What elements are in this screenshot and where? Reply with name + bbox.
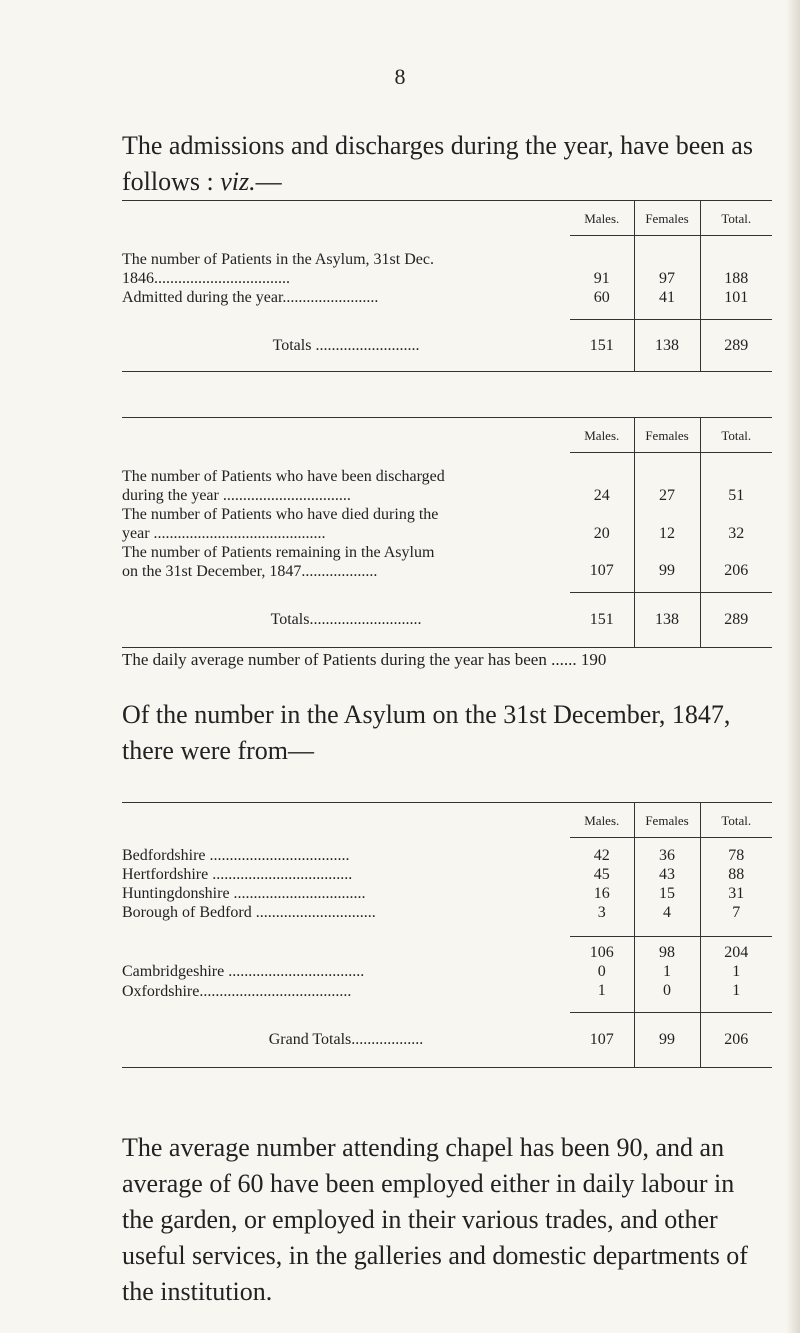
- totals-label: Grand Totals..................: [268, 1031, 424, 1048]
- table-row: [122, 838, 772, 865]
- cell-total: 204: [700, 936, 772, 962]
- cell-total: 7: [732, 903, 741, 921]
- header-total: Total.: [721, 210, 752, 226]
- header-males: Males.: [570, 418, 634, 453]
- subtotal-row: [122, 936, 772, 962]
- cell-total: 88: [728, 865, 745, 883]
- origin-table: [122, 802, 772, 1068]
- cell-males: 24: [570, 453, 634, 505]
- header-females: Females: [634, 803, 700, 838]
- header-males: Males.: [570, 803, 634, 838]
- daily-average-line: The daily average number of Patients during the year has been ...... 190: [122, 650, 607, 669]
- cell-females: 12: [634, 505, 700, 543]
- totals-label: Totals ..........................: [272, 336, 420, 354]
- table-row: [122, 865, 772, 884]
- cell-total: 1: [732, 963, 741, 980]
- cell-total: 78: [700, 838, 772, 865]
- page-number: 8: [394, 64, 406, 89]
- row-label: on the 31st December, 1847...................: [122, 562, 378, 580]
- cell-males: 151: [570, 319, 634, 372]
- intro-viz: viz.: [220, 167, 256, 196]
- table-row: [122, 288, 772, 320]
- cell-females: 0: [634, 981, 700, 1013]
- cell-total: 206: [700, 1013, 772, 1068]
- totals-row: [122, 319, 772, 372]
- cell-males: 91: [570, 236, 634, 288]
- table-row: [122, 981, 772, 1013]
- header-females: Females: [634, 418, 700, 453]
- cell-males: 151: [570, 593, 634, 648]
- closing-paragraph: The average number attending chapel has been 90, and an average of 60 have been employed either in daily labour in the garden, or employed in their various trades, and other useful services, in the galleries and domestic departments of the institution.: [122, 1133, 748, 1306]
- row-label: year ...........................................: [122, 524, 326, 542]
- row-label: Huntingdonshire .................................: [122, 884, 366, 902]
- row-label: The number of Patients who have died during the: [122, 505, 439, 523]
- row-label: Cambridgeshire ..................................: [122, 963, 365, 980]
- cell-females: 99: [634, 543, 700, 593]
- cell-total: 206: [724, 562, 749, 579]
- row-label: 1846..................................: [122, 269, 290, 287]
- cell-females: 43: [634, 865, 700, 884]
- cell-total: 188: [700, 236, 772, 288]
- intro-paragraph: [122, 128, 762, 200]
- table-row: [122, 453, 772, 505]
- table-row: [122, 236, 772, 288]
- cell-females: 4: [634, 903, 700, 937]
- cell-females: 15: [634, 884, 700, 903]
- table-row: [122, 962, 772, 981]
- cell-males: 3: [570, 903, 634, 937]
- row-label: Borough of Bedford ..............................: [122, 904, 376, 921]
- header-males: Males.: [570, 201, 634, 236]
- cell-females: 36: [634, 838, 700, 865]
- header-total: Total.: [721, 427, 752, 443]
- header-females: Females: [634, 201, 700, 236]
- cell-males: 106: [570, 936, 634, 962]
- discharges-table: [122, 417, 772, 648]
- cell-females: 98: [634, 936, 700, 962]
- cell-males: 0: [570, 962, 634, 981]
- table-row: [122, 543, 772, 593]
- cell-males: 20: [570, 505, 634, 543]
- cell-total: 101: [724, 288, 749, 306]
- cell-males: 42: [570, 838, 634, 865]
- intro-text: The admissions and discharges during the year, have been as follows :: [122, 131, 753, 196]
- cell-males: 1: [570, 981, 634, 1013]
- cell-females: 1: [634, 962, 700, 981]
- admissions-table: [122, 200, 772, 372]
- cell-males: 60: [570, 288, 634, 320]
- table-row: [122, 505, 772, 543]
- page-edge-shadow: [786, 0, 800, 1333]
- cell-total: 32: [728, 524, 745, 542]
- cell-males: 16: [570, 884, 634, 903]
- header-total: Total.: [721, 812, 752, 828]
- cell-females: 138: [634, 593, 700, 648]
- cell-total: 289: [700, 593, 772, 648]
- row-label: The number of Patients in the Asylum, 31st Dec.: [122, 250, 434, 268]
- cell-total: 1: [732, 982, 741, 999]
- totals-label: Totals............................: [270, 611, 422, 628]
- cell-females: 27: [634, 453, 700, 505]
- cell-females: 99: [634, 1013, 700, 1068]
- totals-row: [122, 593, 772, 648]
- row-label: Bedfordshire ...................................: [122, 846, 350, 864]
- cell-total: 289: [700, 319, 772, 372]
- table-row: [122, 903, 772, 937]
- cell-total: 51: [700, 453, 772, 505]
- cell-males: 107: [570, 543, 634, 593]
- cell-males: 45: [570, 865, 634, 884]
- row-label: during the year ................................: [122, 486, 351, 504]
- grand-totals-row: [122, 1013, 772, 1068]
- intro-dash: —: [255, 167, 282, 196]
- row-label: The number of Patients remaining in the Asylum: [122, 543, 435, 561]
- cell-females: 41: [634, 288, 700, 320]
- row-label: Hertfordshire ...................................: [122, 865, 353, 883]
- row-label: Admitted during the year........................: [122, 289, 379, 306]
- cell-males: 107: [570, 1013, 634, 1068]
- cell-females: 138: [634, 319, 700, 372]
- section-heading: Of the number in the Asylum on the 31st December, 1847, there were from—: [122, 700, 731, 765]
- cell-females: 97: [634, 236, 700, 288]
- cell-total: 31: [728, 884, 745, 902]
- table-row: [122, 884, 772, 903]
- row-label: The number of Patients who have been discharged: [122, 467, 445, 485]
- row-label: Oxfordshire......................................: [122, 982, 352, 1000]
